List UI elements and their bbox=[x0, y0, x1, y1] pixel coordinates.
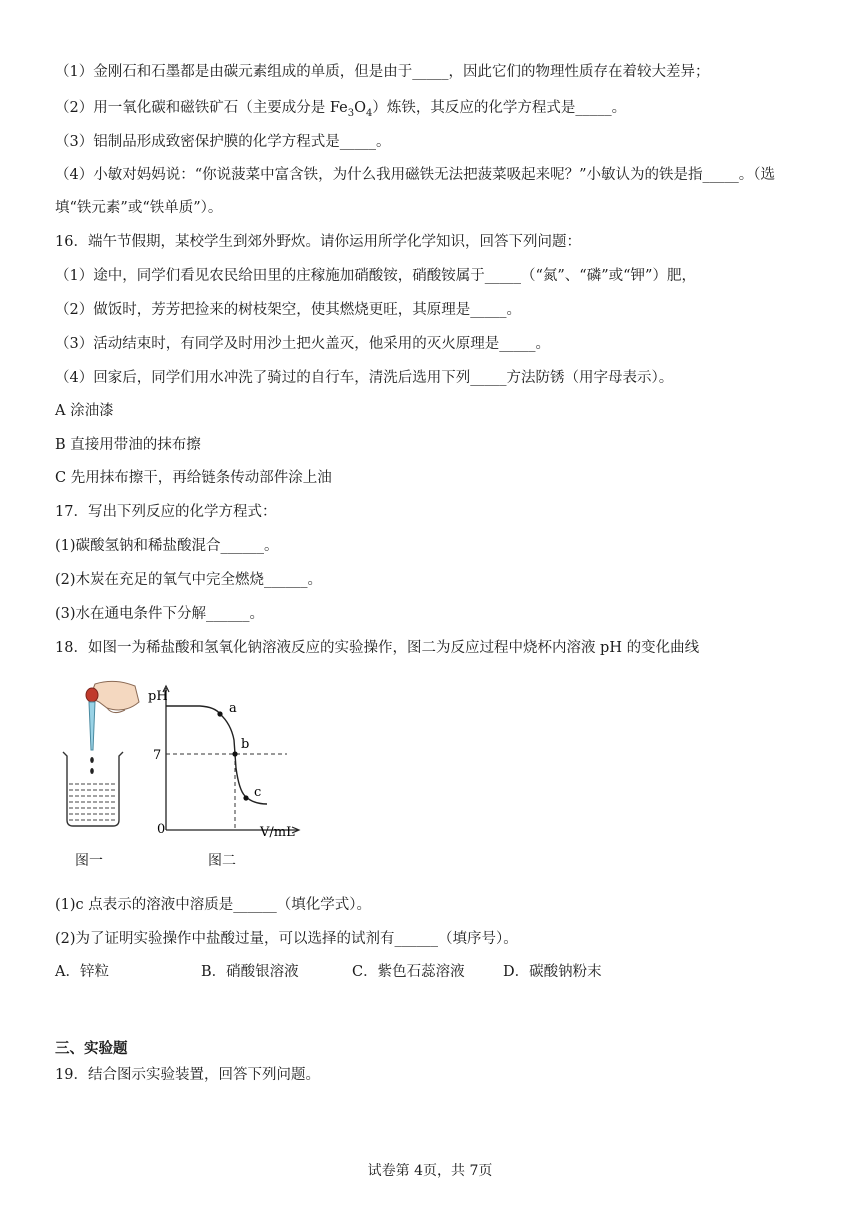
drop-2 bbox=[90, 768, 94, 774]
y-tick-7: 7 bbox=[153, 748, 162, 763]
q18-figure-svg bbox=[55, 680, 315, 870]
q16-option-a: A 涂油漆 bbox=[55, 403, 114, 419]
figure-one-drawing bbox=[63, 681, 139, 826]
dropper-bulb bbox=[86, 688, 98, 702]
q18-option-a: A．锌粒 bbox=[55, 964, 109, 980]
drop-1 bbox=[90, 757, 94, 763]
q15-part1: （1）金刚石和石墨都是由碳元素组成的单质，但是由于_____，因此它们的物理性质存在着较大差异； bbox=[55, 64, 710, 80]
q15-part4-line2: 填“铁元素”或“铁单质”）。 bbox=[55, 200, 223, 216]
figure-two-chart bbox=[148, 686, 299, 840]
beaker bbox=[63, 752, 123, 826]
q15-part3: （3）铝制品形成致密保护膜的化学方程式是_____。 bbox=[55, 134, 391, 150]
q15-part2-text-b: O bbox=[354, 100, 366, 116]
q15-part2 bbox=[55, 96, 626, 119]
q18-part1: (1)c 点表示的溶液中溶质是______（填化学式）。 bbox=[55, 897, 372, 913]
q15-part4-line1: （4）小敏对妈妈说：“你说菠菜中富含铁，为什么我用磁铁无法把菠菜吸起来呢？”小敏认为的铁是指_____。（选 bbox=[55, 167, 776, 183]
point-b-marker bbox=[232, 751, 237, 756]
point-a-label: a bbox=[229, 701, 237, 716]
figure-one-caption: 图一 bbox=[75, 853, 103, 869]
q16-option-b: B 直接用带油的抹布擦 bbox=[55, 437, 201, 453]
x-axis-label: V/mL bbox=[260, 825, 295, 840]
origin-label: 0 bbox=[157, 822, 166, 837]
q17-part1: (1)碳酸氢钠和稀盐酸混合______。 bbox=[55, 538, 279, 554]
q18-stem: 18．如图一为稀盐酸和氢氧化钠溶液反应的实验操作，图二为反应过程中烧杯内溶液 pH 的变化曲线 bbox=[55, 640, 700, 656]
ph-curve bbox=[166, 706, 267, 804]
q18-figures bbox=[55, 680, 315, 870]
point-a-marker bbox=[217, 711, 222, 716]
point-b-label: b bbox=[241, 737, 250, 752]
dropper-tube bbox=[89, 702, 95, 750]
q18-option-d: D．碳酸钠粉末 bbox=[503, 964, 602, 980]
q17-stem: 17．写出下列反应的化学方程式： bbox=[55, 504, 277, 520]
hand-shape bbox=[93, 681, 139, 710]
y-axis-label: pH bbox=[148, 689, 168, 704]
q19-stem: 19．结合图示实验装置，回答下列问题。 bbox=[55, 1067, 320, 1083]
q18-option-c: C．紫色石蕊溶液 bbox=[352, 964, 465, 980]
q16-option-c: C 先用抹布擦干，再给链条传动部件涂上油 bbox=[55, 470, 332, 486]
q15-part2-text-a: （2）用一氧化碳和磁铁矿石（主要成分是 Fe bbox=[55, 100, 348, 116]
page-footer: 试卷第 4页，共 7页 bbox=[367, 1163, 493, 1179]
q17-part2: (2)木炭在充足的氧气中完全燃烧______。 bbox=[55, 572, 323, 588]
point-c-marker bbox=[243, 795, 248, 800]
q15-part2-sub2: 4 bbox=[365, 107, 373, 119]
point-c-label: c bbox=[254, 785, 262, 800]
q16-part2: （2）做饭时，芳芳把捡来的树枝架空，使其燃烧更旺，其原理是_____。 bbox=[55, 302, 521, 318]
q18-option-b: B．硝酸银溶液 bbox=[201, 964, 299, 980]
figure-two-caption: 图二 bbox=[208, 853, 236, 869]
beaker-liquid bbox=[69, 784, 117, 820]
q17-part3: (3)水在通电条件下分解______。 bbox=[55, 606, 265, 622]
q16-part4: （4）回家后，同学们用水冲洗了骑过的自行车，清洗后选用下列_____方法防锈（用字母表示）。 bbox=[55, 370, 674, 386]
section-three-heading: 三、实验题 bbox=[55, 1041, 128, 1057]
q18-part2: (2)为了证明实验操作中盐酸过量，可以选择的试剂有______（填序号）。 bbox=[55, 931, 518, 947]
q16-stem: 16．端午节假期，某校学生到郊外野炊。请你运用所学化学知识，回答下列问题： bbox=[55, 234, 581, 250]
q15-part2-sub1: 3 bbox=[347, 107, 355, 119]
q16-part3: （3）活动结束时，有同学及时用沙土把火盖灭，他采用的灭火原理是_____。 bbox=[55, 336, 550, 352]
q16-part1: （1）途中，同学们看见农民给田里的庄稼施加硝酸铵，硝酸铵属于_____（“氮”、“磷”或“钾”）肥， bbox=[55, 268, 696, 284]
q15-part2-text-c: ）炼铁，其反应的化学方程式是_____。 bbox=[372, 100, 627, 116]
